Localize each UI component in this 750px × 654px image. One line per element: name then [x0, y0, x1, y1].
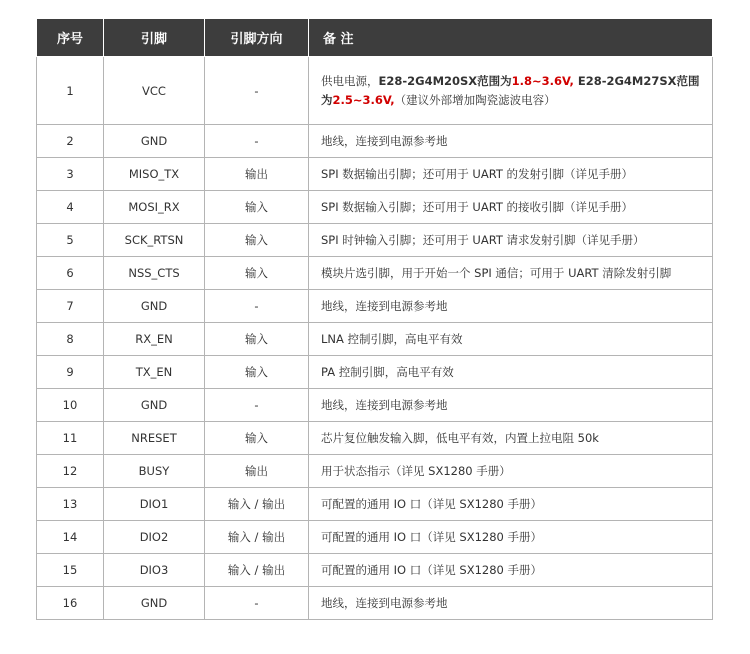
- table-row: [37, 356, 713, 389]
- row-index: 9: [37, 356, 104, 389]
- row-pin: SCK_RTSN: [104, 224, 205, 257]
- row-direction: 输入 / 输出: [205, 521, 309, 554]
- row-index: 7: [37, 290, 104, 323]
- row-pin: DIO3: [104, 554, 205, 587]
- row-pin: DIO2: [104, 521, 205, 554]
- row-direction: 输入 / 输出: [205, 554, 309, 587]
- pin-definition-table: [36, 18, 713, 620]
- table-row: [37, 554, 713, 587]
- row-note: 可配置的通用 IO 口（详见 SX1280 手册）: [309, 488, 713, 521]
- note-text: 供电电源，: [321, 73, 379, 88]
- row-pin: GND: [104, 389, 205, 422]
- row-direction: 输出: [205, 158, 309, 191]
- row-direction: -: [205, 57, 309, 125]
- note-text: E28-2G4M27SX范围为: [321, 73, 700, 107]
- row-index: 14: [37, 521, 104, 554]
- table-row: [37, 455, 713, 488]
- row-note: 芯片复位触发输入脚，低电平有效，内置上拉电阻 50k: [309, 422, 713, 455]
- row-pin: GND: [104, 290, 205, 323]
- row-pin: RX_EN: [104, 323, 205, 356]
- row-pin: NRESET: [104, 422, 205, 455]
- table-row: [37, 488, 713, 521]
- table-row: [37, 389, 713, 422]
- row-index: 4: [37, 191, 104, 224]
- row-note: 地线，连接到电源参考地: [309, 587, 713, 620]
- row-index: 1: [37, 57, 104, 125]
- row-direction: 输出: [205, 455, 309, 488]
- header-index: 序号: [37, 19, 104, 57]
- row-direction: 输入: [205, 323, 309, 356]
- row-note: PA 控制引脚，高电平有效: [309, 356, 713, 389]
- row-direction: 输入: [205, 224, 309, 257]
- table-row: [37, 224, 713, 257]
- row-direction: -: [205, 290, 309, 323]
- row-direction: -: [205, 125, 309, 158]
- row-index: 3: [37, 158, 104, 191]
- row-index: 2: [37, 125, 104, 158]
- row-direction: 输入: [205, 422, 309, 455]
- header-notes: 备 注: [309, 19, 713, 57]
- row-note: [309, 57, 713, 125]
- row-direction: -: [205, 587, 309, 620]
- row-note: 用于状态指示（详见 SX1280 手册）: [309, 455, 713, 488]
- row-index: 10: [37, 389, 104, 422]
- voltage-range-highlight: 1.8~3.6V,: [511, 73, 574, 88]
- row-note: 模块片选引脚，用于开始一个 SPI 通信；可用于 UART 清除发射引脚: [309, 257, 713, 290]
- row-index: 11: [37, 422, 104, 455]
- row-note: 可配置的通用 IO 口（详见 SX1280 手册）: [309, 521, 713, 554]
- row-index: 12: [37, 455, 104, 488]
- header-pin: 引脚: [104, 19, 205, 57]
- row-note: 可配置的通用 IO 口（详见 SX1280 手册）: [309, 554, 713, 587]
- row-pin: BUSY: [104, 455, 205, 488]
- row-direction: 输入: [205, 257, 309, 290]
- row-note: SPI 时钟输入引脚；还可用于 UART 请求发射引脚（详见手册）: [309, 224, 713, 257]
- row-index: 15: [37, 554, 104, 587]
- note-text: （建议外部增加陶瓷滤波电容）: [394, 92, 556, 107]
- row-pin: GND: [104, 125, 205, 158]
- table-row: [37, 57, 713, 125]
- table-row: [37, 323, 713, 356]
- table-row: [37, 521, 713, 554]
- row-index: 6: [37, 257, 104, 290]
- row-index: 16: [37, 587, 104, 620]
- table-row: [37, 587, 713, 620]
- table-header-row: [37, 19, 713, 57]
- row-note: SPI 数据输出引脚；还可用于 UART 的发射引脚（详见手册）: [309, 158, 713, 191]
- row-index: 5: [37, 224, 104, 257]
- table-row: [37, 290, 713, 323]
- row-pin: TX_EN: [104, 356, 205, 389]
- row-direction: 输入 / 输出: [205, 488, 309, 521]
- row-index: 13: [37, 488, 104, 521]
- table-row: [37, 125, 713, 158]
- row-direction: -: [205, 389, 309, 422]
- row-pin: MISO_TX: [104, 158, 205, 191]
- row-direction: 输入: [205, 191, 309, 224]
- table-row: [37, 191, 713, 224]
- row-note: 地线，连接到电源参考地: [309, 290, 713, 323]
- row-note: LNA 控制引脚，高电平有效: [309, 323, 713, 356]
- table-row: [37, 158, 713, 191]
- row-pin: DIO1: [104, 488, 205, 521]
- table-row: [37, 422, 713, 455]
- row-pin: GND: [104, 587, 205, 620]
- voltage-range-highlight: 2.5~3.6V,: [332, 92, 395, 107]
- row-note: 地线，连接到电源参考地: [309, 389, 713, 422]
- row-pin: MOSI_RX: [104, 191, 205, 224]
- row-index: 8: [37, 323, 104, 356]
- header-direction: 引脚方向: [205, 19, 309, 57]
- row-note: 地线，连接到电源参考地: [309, 125, 713, 158]
- row-pin: VCC: [104, 57, 205, 125]
- note-text: E28-2G4M20SX范围为: [378, 73, 512, 88]
- row-note: SPI 数据输入引脚；还可用于 UART 的接收引脚（详见手册）: [309, 191, 713, 224]
- row-pin: NSS_CTS: [104, 257, 205, 290]
- row-direction: 输入: [205, 356, 309, 389]
- table-row: [37, 257, 713, 290]
